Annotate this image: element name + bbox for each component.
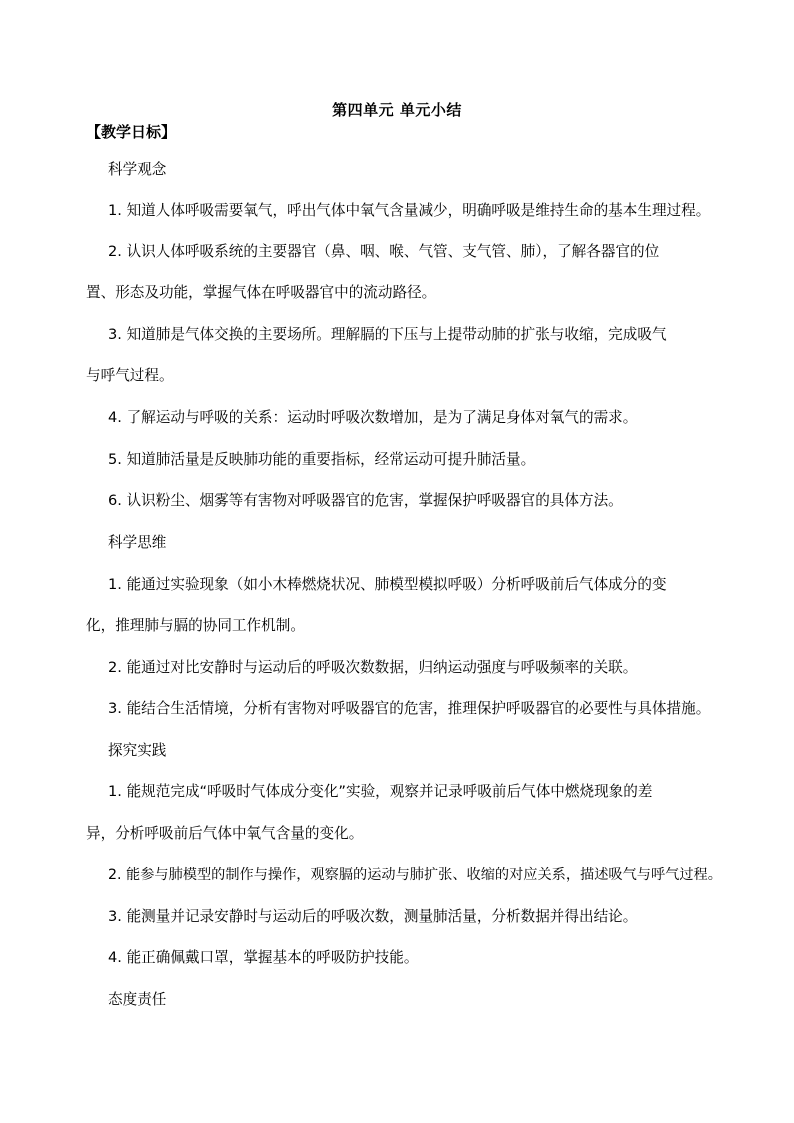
paragraph-line: 5. 知道肺活量是反映肺功能的重要指标，经常运动可提升肺活量。 <box>108 451 536 468</box>
paragraph-line: 1. 知道人体呼吸需要氧气，呼出气体中氧气含量减少，明确呼吸是维持生命的基本生理过程。 <box>108 202 711 219</box>
subheading-inquiry-practice: 探究实践 <box>108 742 167 759</box>
paragraph-line: 1. 能规范完成“呼吸时气体成分变化”实验，观察并记录呼吸前后气体中燃烧现象的差 <box>108 783 653 800</box>
paragraph-line: 置、形态及功能，掌握气体在呼吸器官中的流动路径。 <box>86 284 437 301</box>
section-heading: 【教学日标】 <box>86 123 177 141</box>
subheading-science-concepts: 科学观念 <box>108 161 167 178</box>
paragraph-line: 3. 能测量并记录安静时与运动后的呼吸次数，测量肺活量，分析数据并得出结论。 <box>108 908 638 925</box>
paragraph-line: 2. 能通过对比安静时与运动后的呼吸次数数据，归纳运动强度与呼吸频率的关联。 <box>108 659 638 676</box>
paragraph-line: 6. 认识粉尘、烟雾等有害物对呼吸器官的危害，掌握保护呼吸器官的具体方法。 <box>108 492 623 509</box>
paragraph-line: 3. 知道肺是气体交换的主要场所。理解膈的下压与上提带动肺的扩张与收缩，完成吸气 <box>108 326 667 343</box>
page-title: 第四单元 单元小结 <box>332 101 462 119</box>
paragraph-line: 与呼气过程。 <box>86 367 174 384</box>
paragraph-line: 4. 能正确佩戴口罩，掌握基本的呼吸防护技能。 <box>108 949 419 966</box>
paragraph-line: 1. 能通过实验现象（如小木棒燃烧状况、肺模型模拟呼吸）分析呼吸前后气体成分的变 <box>108 576 667 593</box>
paragraph-line: 异，分析呼吸前后气体中氧气含量的变化。 <box>86 825 364 842</box>
paragraph-line: 2. 能参与肺模型的制作与操作，观察膈的运动与肺扩张、收缩的对应关系，描述吸气与呼气过程。 <box>108 867 722 883</box>
paragraph-line: 化，推理肺与膈的协同工作机制。 <box>86 617 305 634</box>
paragraph-line: 2. 认识人体呼吸系统的主要器官（鼻、咽、喉、气管、支气管、肺），了解各器官的位 <box>108 243 660 260</box>
subheading-attitude-responsibility: 态度责任 <box>108 991 167 1008</box>
paragraph-line: 3. 能结合生活情境，分析有害物对呼吸器官的危害，推理保护呼吸器官的必要性与具体措施。 <box>108 700 711 717</box>
paragraph-line: 4. 了解运动与呼吸的关系：运动时呼吸次数增加，是为了满足身体对氧气的需求。 <box>108 409 638 426</box>
subheading-science-thinking: 科学思维 <box>108 534 167 551</box>
